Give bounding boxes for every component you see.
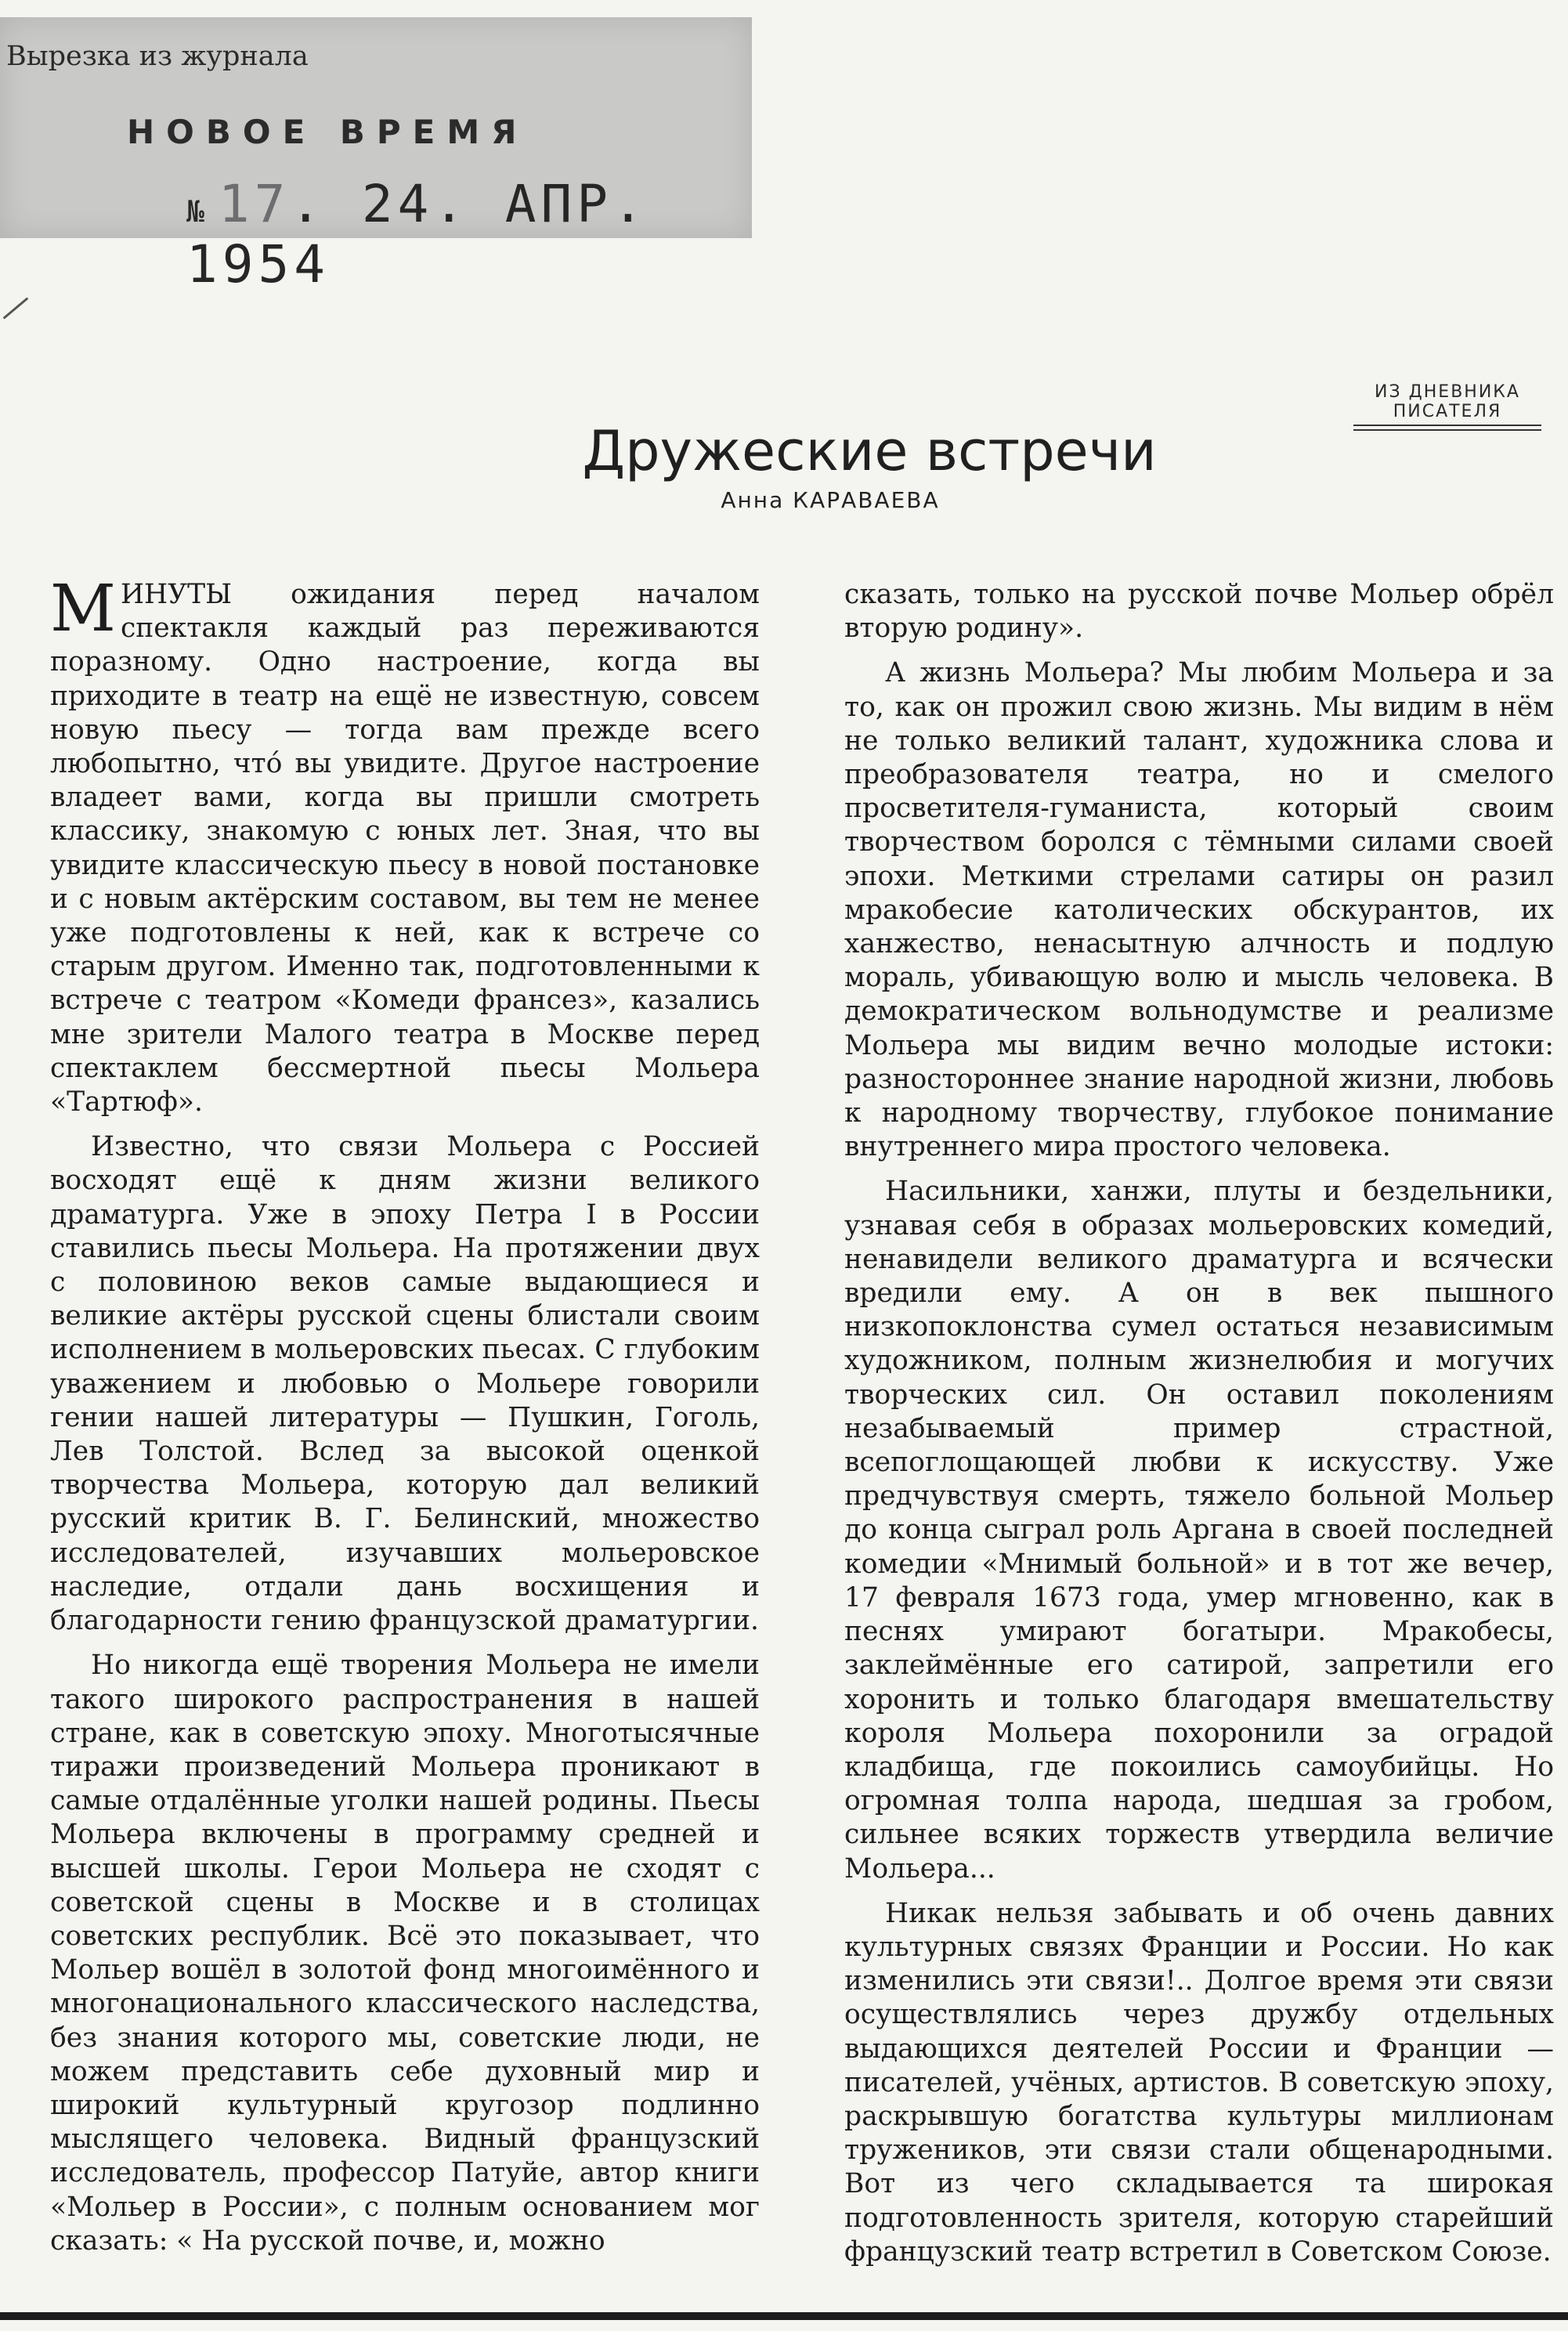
paragraph-2: Известно, что связи Мольера с Россией восходят ещё к дням жизни великого драматурга. Уже в эпоху Петра I в России ставились пьесы Мольера. На протяжении двух с половиною веков самые выдающиеся и великие актёры русской сцены блистали своим исполнением в мольеровских пьесах. С глубоким уважением и любовью о Мольере говорили гении нашей литературы — Пушкин, Гоголь, Лев Толстой. Вслед за высокой оценкой творчества Мольера, которую дал великий русский критик В. Г. Белинский, множество исследователей, изучавших мольеровское наследие, отдали дань восхищения и благодарности гению французской драматургии. xyxy=(50,1131,760,1637)
rubric-line-2: ПИСАТЕЛЯ xyxy=(1393,402,1502,421)
rubric-rule xyxy=(1353,425,1541,426)
paragraph-3-continued: сказать, только на русской почве Мольер обрёл вторую родину». xyxy=(844,579,1554,645)
issue-line: № 17. 24. АПР. 1954 xyxy=(186,174,649,295)
footer-rule xyxy=(0,2312,1568,2320)
article-title: Дружеские встречи xyxy=(582,418,1157,483)
dropcap: М xyxy=(50,572,116,646)
paragraph-3: Но никогда ещё творения Мольера не имели такого широкого распространения в нашей стране, как в советскую эпоху. Многотысячные тиражи произведений Мольера проникают в самые отдалённые уголки нашей родины. Пьесы Мольера включены в программу средней и высшей школы. Герои Мольера не сходят с советской сцены в Москве и в столицах советских республик. Всё это показывает, что Мольер вошёл в золотой фонд многоимённого и многонационального классического наследства, без знания которого мы, советские люди, не можем представить себе духовный мир и широкий культурный кругозор подлинно мыслящего человека. Видный французский исследователь, профессор Патуйе, автор книги «Мольер в России», с полным основанием мог сказать: « На русской почве, и, можно xyxy=(50,1650,760,2257)
paragraph-6: Никак нельзя забывать и об очень давних культурных связях Франции и России. Но как изменились эти связи!.. Долгое время эти связи осуществлялись через дружбу отдельных выдающихся деятелей России и Франции — писателей, учёных, артистов. В советскую эпоху, раскрывшую богатства культуры миллионам тружеников, эти связи стали общенародными. Вот из чего складывается та широкая подготовленность зрителя, которую старейший французский театр встретил в Советском Союзе. xyxy=(844,1897,1554,2268)
rubric-rule xyxy=(1353,429,1541,431)
issue-mark: № xyxy=(186,194,204,229)
journal-name: НОВОЕ ВРЕМЯ xyxy=(127,113,529,151)
pencil-mark xyxy=(3,297,29,319)
column-left xyxy=(50,572,760,2258)
article-author: Анна КАРАВАЕВА xyxy=(721,487,940,513)
paragraph-4: А жизнь Мольера? Мы любим Мольера и за то, как он прожил свою жизнь. Мы видим в нём не только великий талант, художника слова и преобразователя театра, но и смелого просветителя-гуманиста, который своим творчеством боролся с тёмными силами своей эпохи. Меткими стрелами сатиры он разил мракобесие католических обскурантов, их ханжество, ненасытную алчность и подлую мораль, убивающую волю и мысль человека. В демократическом вольнодумстве и реализме Мольера мы видим вечно молодые истоки: разностороннее знание народной жизни, любовь к народному творчеству, глубокое понимание внутреннего мира простого человека. xyxy=(844,657,1554,1163)
rubric-line-1: ИЗ ДНЕВНИКА xyxy=(1375,382,1520,402)
issue-number: 17 xyxy=(218,174,291,234)
clipping-stamp xyxy=(0,17,752,295)
column-right xyxy=(844,578,1554,2269)
paragraph-text: ИНУТЫ ожидания перед началом спектакля каждый раз переживаются поразному. Одно настроение, когда вы приходите в театр на ещё не известную, совсем новую пьесу — тогда вам прежде всего любопытно, что́ вы увидите. Другое настроение владеет вами, когда вы пришли смотреть классику, знакомую с юных лет. Зная, что вы увидите классическую пьесу в новой постановке и с новым актёрским составом, вы тем не менее уже подготовлены к ней, как к встрече со старым другом. Именно так, подготовленными к встрече с театром «Комеди франсез», казались мне зрители Малого театра в Москве перед спектаклем бессмертной пьесы Мольера «Тартюф». xyxy=(50,579,760,1119)
paragraph-1 xyxy=(50,572,760,1119)
paragraph-5: Насильники, ханжи, плуты и бездельники, узнавая себя в образах мольеровских комедий, ненавидели великого драматурга и всячески вредили ему. А он в век пышного низкопоклонства сумел остаться независимым художником, полным жизнелюбия и могучих творческих сил. Он оставил поколениям незабываемый пример страстной, всепоглощающей любви к искусству. Уже предчувствуя смерть, тяжело больной Мольер до конца сыграл роль Аргана в своей последней комедии «Мнимый больной» и в тот же вечер, 17 февраля 1673 года, умер мгновенно, как в песнях умирают богатыри. Мракобесы, заклеймённые его сатирой, запретили его хоронить и только благодаря вмешательству короля Мольера похоронили за оградой кладбища, где покоились самоубийцы. Но огромная толпа народа, шедшая за гробом, сильнее всяких торжеств утвердила величие Мольера... xyxy=(844,1176,1554,1885)
clipping-caption: Вырезка из журнала xyxy=(6,41,309,72)
issue-date: 24. АПР. 1954 xyxy=(186,174,649,295)
rubric xyxy=(1353,382,1541,434)
